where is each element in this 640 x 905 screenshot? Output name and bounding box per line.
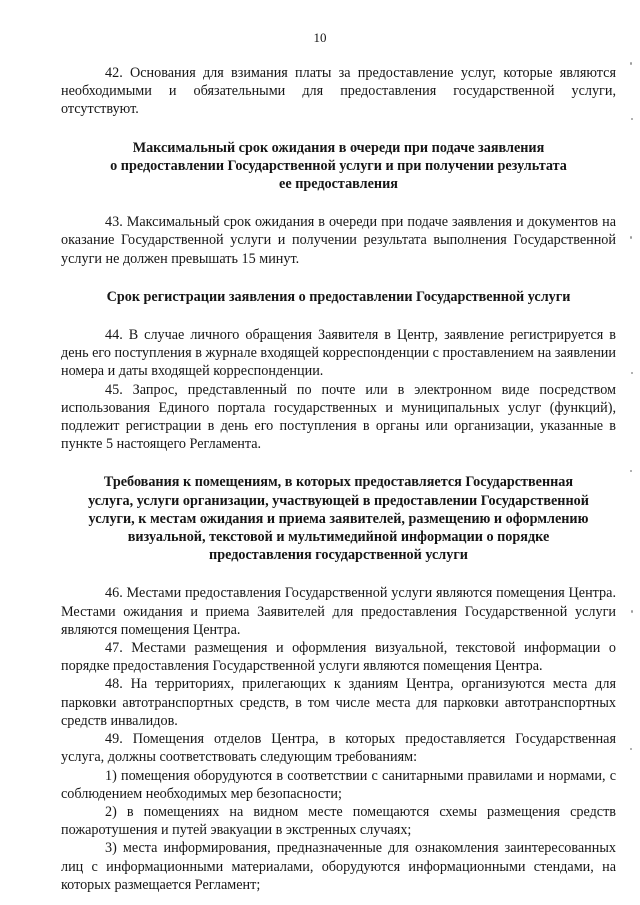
section-heading-registration <box>61 288 616 306</box>
document-body <box>61 64 616 894</box>
heading-line: о предоставлении Государственной услуги и при получении результата <box>110 157 567 174</box>
heading-line: услуга, услуги организации, участвующей в предоставлении Государственной <box>88 492 589 509</box>
paragraph-43: 43. Максимальный срок ожидания в очереди при подаче заявления и документов на оказание Государственной услуги и получении результата выполнения Государственной услуги не должен превышать 15 минут. <box>61 214 616 267</box>
scan-speck <box>630 470 632 472</box>
heading-line: предоставления государственной услуги <box>209 547 468 564</box>
heading-line: Срок регистрации заявления о предоставлении Государственной услуги <box>106 288 571 305</box>
paragraph-48: 48. На территориях, прилегающих к зданиям Центра, организуются места для парковки автотранспортных средств, в том числе места для парковки автотранспортных средств инвалидов. <box>61 676 616 729</box>
section-heading-waiting-time <box>61 139 616 194</box>
scan-speck <box>631 118 633 120</box>
paragraph-42: 42. Основания для взимания платы за предоставление услуг, которые являются необходимыми и обязательными для предоставления государственной услуги, отсутствуют. <box>61 65 616 118</box>
paragraph-46: 46. Местами предоставления Государственной услуги являются помещения Центра. Местами ожидания и приема Заявителей для предоставления Государственной услуги являются помещения Центра. <box>61 585 616 638</box>
heading-line: Максимальный срок ожидания в очереди при подаче заявления <box>132 139 545 156</box>
list-item-2: 2) в помещениях на видном месте помещаются схемы размещения средств пожаротушения и путей эвакуации в экстренных случаях; <box>61 803 616 839</box>
scan-speck <box>630 236 632 239</box>
paragraph-47: 47. Местами размещения и оформления визуальной, текстовой информации о порядке предоставления Государственной услуги являются помещения Центра. <box>61 640 616 675</box>
list-item-1: 1) помещения оборудуются в соответствии с санитарными правилами и нормами, с соблюдением необходимых мер безопасности; <box>61 767 616 802</box>
paragraph-45: 45. Запрос, представленный по почте или в электронном виде посредством использования Единого портала государственных и муниципальных услуг (функций), подлежит регистрации в день его поступления в органы или организации, указанные в пункте 5 настоящего Регламента. <box>61 381 616 453</box>
scan-speck <box>630 62 632 65</box>
page-number: 10 <box>313 30 327 45</box>
paragraph-49: 49. Помещения отделов Центра, в которых предоставляется Государственная услуга, должны соответствовать следующим требованиям: <box>61 731 616 766</box>
list-item-3: 3) места информирования, предназначенные для ознакомления заинтересованных лиц с информационными материалами, оборудуются информационными стендами, на которых размещается Регламент; <box>61 840 616 893</box>
heading-line: Требования к помещениям, в которых предоставляется Государственная <box>103 474 574 491</box>
heading-line: визуальной, текстовой и мультимедийной информации о порядке <box>127 529 550 546</box>
scan-speck <box>631 372 633 374</box>
scan-speck <box>631 610 633 613</box>
heading-line: ее предоставления <box>279 176 398 193</box>
scan-speck <box>630 748 632 750</box>
heading-line: услуги, к местам ожидания и приема заявителей, размещению и оформлению <box>88 510 589 527</box>
section-heading-premises-requirements <box>61 473 616 564</box>
paragraph-44: 44. В случае личного обращения Заявителя в Центр, заявление регистрируется в день его поступления в журнале входящей корреспонденции с проставлением на заявлении номера и даты входящей корреспонденции. <box>61 327 616 380</box>
